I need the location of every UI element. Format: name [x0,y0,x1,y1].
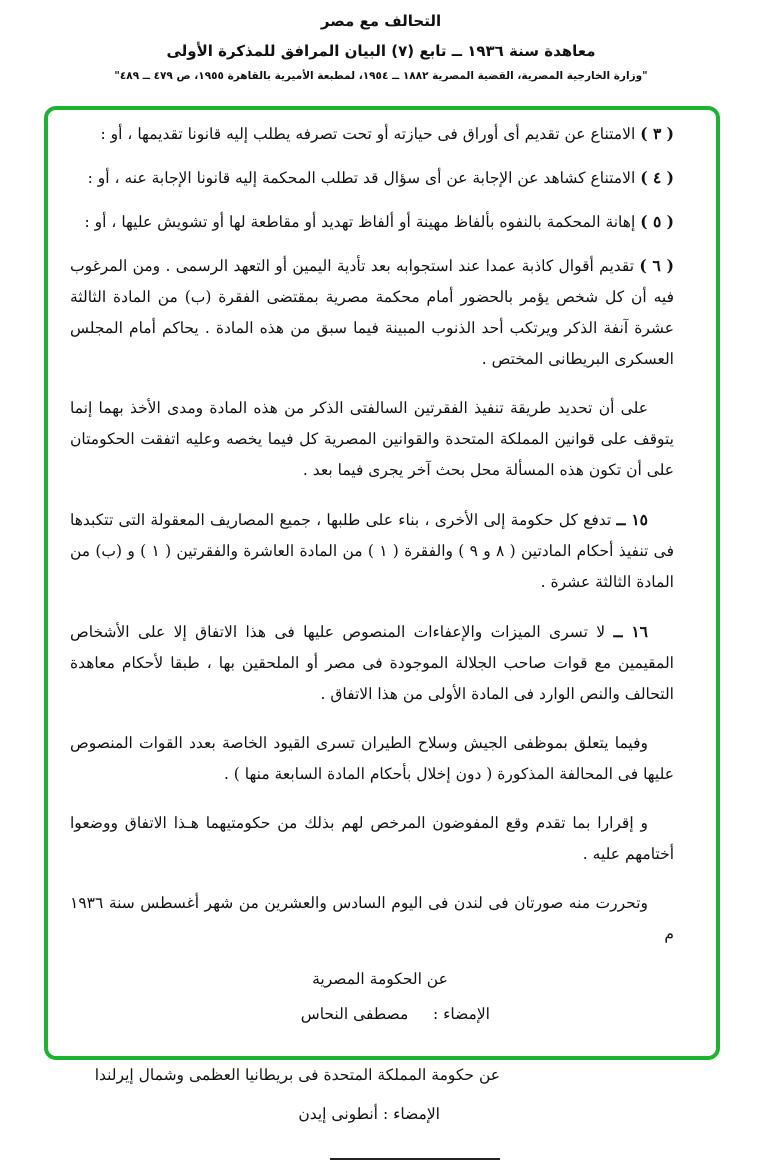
paragraph-army: وفيما يتعلق بموظفى الجيش وسلاح الطيران تسرى القيود الخاصة بعدد القوات المنصوص عليها فى المحالفة المذكورة ( دون إخلال بأحكام المادة السابعة منها ) . [70,734,674,783]
clause-number: ( ٣ ) [640,124,674,143]
signer-name: أنطونى إيدن [298,1105,378,1123]
clause-5 [60,206,700,238]
egypt-signature [60,999,700,1030]
article-16 [60,616,700,710]
article-15 [60,504,700,598]
clause-number: ( ٤ ) [640,168,674,187]
paragraph-method: على أن تحديد طريقة تنفيذ الفقرتين السالفتى الذكر من هذه المادة ومدى الأخذ بهما إنما يتوقف على قوانين المملكة المتحدة والقوانين المصرية كل فيما يخصه وعليه اتفقت الحكومتان على أن تكون هذه المسألة محل بحث آخر يجرى فيما بعد . [70,399,674,479]
clause-4 [60,162,700,194]
signature-label: الإمضاء : [382,1105,440,1123]
article-number: ١٥ ــ [616,510,648,529]
article-number: ١٦ ــ [613,622,648,641]
clause-text: إهانة المحكمة بالنفوه بألفاظ مهينة أو ألفاظ تهديد أو مقاطعة لها أو تشويش عليها ، أو : [84,213,636,231]
clause-3 [60,118,700,150]
clause-number: ( ٥ ) [640,212,674,231]
clause-number: ( ٦ ) [639,256,675,275]
document-subtitle: معاهدة سنة ١٩٣٦ ــ تابع (٧) البيان المرافق للمذكرة الأولى [166,42,596,60]
clause-text: الامتناع كشاهد عن الإجابة عن أى سؤال قد تطلب المحكمة إليه قانونا الإجابة عنه ، أو : [87,169,636,187]
paragraph-date: وتحررت منه صورتان فى لندن فى اليوم السادس والعشرين من شهر أغسطس سنة ١٩٣٦ م [70,894,674,943]
source-citation: "وزارة الخارجية المصرية، القضية المصرية ١٨٨٢ ــ ١٩٥٤، لمطبعة الأميرية بالقاهرة ١٩٥٥، ص ٤٧٩ ــ ٤٨٩" [114,70,648,82]
clause-6 [60,250,700,375]
signer-name: مصطفى النحاس [300,1005,409,1023]
article-text: تدفع كل حكومة إلى الأخرى ، بناء على طلبها ، جميع المصاريف المعقولة التى تتكبدها فى تنفيذ أحكام المادتين ( ٨ و ٩ ) والفقرة ( ١ ) من المادة العاشرة والفقرتين ( ١ ) و (ب) من المادة الثالثة عشرة . [70,511,674,591]
clause-text: الامتناع عن تقديم أى أوراق فى حيازته أو تحت تصرفه يطلب إليه قانونا تقديمها ، أو : [100,125,636,143]
clause-text: تقديم أقوال كاذبة عمدا عند استجوابه بعد تأدية اليمين أو التعهد الرسمى . ومن المرغوب فيه أن كل شخص يؤمر بالحضور أمام محكمة مصرية بمقتضى الفقرة (ب) من المادة الثالثة عشرة آنفة الذكر ويرتكب أحد الذنوب المبينة فيما سبق من هذه المادة . يحاكم أمام المجلس العسكرى البريطانى المختص . [70,257,674,368]
article-text: لا تسرى الميزات والإعفاءات المنصوص عليها فى هذا الاتفاق إلا على الأشخاص المقيمين مع قوات صاحب الجلالة الموجودة فى مصر أو الملحقين بها ، طبقا لأحكام معاهدة التحالف والنص الوارد فى المادة الأولى من هذا الاتفاق . [70,623,674,703]
document-title: التحالف مع مصر [320,12,442,30]
uk-signature [60,1099,700,1130]
signature-label: الإمضاء : [432,1005,490,1023]
paragraph-witness: و إقرارا بما تقدم وقع المفوضون المرخص لهم بذلك من حكومتيهما هـذا الاتفاق ووضعوا أختامهم عليه . [70,814,674,863]
egypt-government-label: عن الحكومة المصرية [312,970,448,988]
document-body [60,118,700,1160]
uk-government-label: عن حكومة المملكة المتحدة فى بريطانيا العظمى وشمال إيرلندا [94,1066,500,1084]
